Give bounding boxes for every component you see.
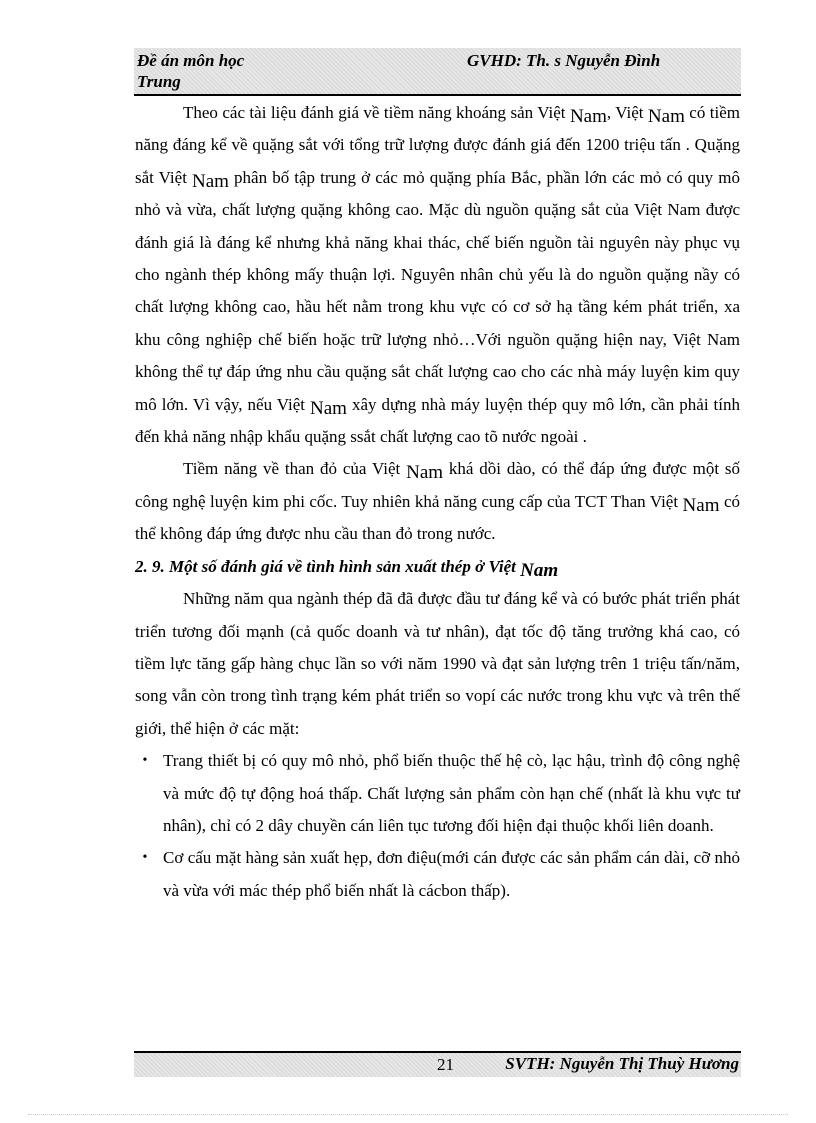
text-run: Tiềm năng về than đỏ của Việt xyxy=(183,459,407,479)
text-run-nam: Nam xyxy=(310,397,347,419)
course-title: Đề án môn học Trung xyxy=(137,51,245,91)
advisor-name: GVHD: Th. s Nguyễn Đình xyxy=(467,51,661,70)
text-run: khá dồi dào, có thể đáp ứng được một số công nghệ luyện kim phi cốc. Tuy nhiên khả năng cung cấp của TCT Than Việt xyxy=(135,459,741,511)
text-run-nam: Nam xyxy=(647,106,685,127)
student-name: SVTH: Nguyễn Thị Thuỳ Hương xyxy=(505,1054,739,1073)
page-footer xyxy=(134,1051,741,1077)
bullet-text: Cơ cấu mặt hàng sản xuất hẹp, đơn điệu(mới cán được các sản phẩm cán dài, cỡ nhỏ và vừa với mác thép phổ biến nhất là cácbon thấp). xyxy=(163,848,740,900)
paragraph-coal xyxy=(135,453,740,550)
bullet-icon: • xyxy=(142,753,148,769)
text-run-nam: Nam xyxy=(682,494,720,516)
heading-text: 2. 9. Một số đánh giá về tình hình sản xuất thép ở Việt xyxy=(135,556,521,576)
text-run: xây dựng nhà máy luyện thép quy mô lớn, cần phải tính đến khả năng nhập khẩu quặng ssắt chất lượng cao tõ nước ngoài . xyxy=(135,394,740,447)
page-header xyxy=(134,48,741,96)
text-run: có tiềm năng đáng kể về quặng sắt với tổng trữ lượng được đánh giá đến 1200 triệu tấn . Quặng sắt Việt xyxy=(135,103,740,187)
text-run: phân bố tập trung ở các mỏ quặng phía Bắc, phần lớn các mỏ có quy mô nhỏ và vừa, chất lượng quặng không cao. Mặc dù nguồn quặng sắt của Việt Nam được đánh giá là đáng kể nhưng khả năng khai thác, chế biến nguồn tài nguyên này phục vụ cho ngành thép không mấy thuận lợi. Nguyên nhân chủ yếu là do nguồn quặng nầy có chất lượng không cao, hầu hết nằm trong khu vực có cơ sở hạ tầng kém phát triển, xa khu công nghiệp chế biến hoặc trữ lượng nhỏ…Với nguồn quặng hiện nay, Việt Nam không thể tự đáp ứng nhu cầu quặng sắt chất lượng cao cho các nhà máy luyện kim quy mô lớn. Vì vậy, nếu Việt xyxy=(135,167,740,414)
heading-text-nam: Nam xyxy=(520,559,559,581)
bullet-text: Trang thiết bị có quy mô nhỏ, phổ biến thuộc thế hệ cò, lạc hậu, trình độ công nghệ và mức độ tự động hoá thấp. Chất lượng sản phẩm còn hạn chế (nhất là khu vực tư nhân), chỉ có 2 dây chuyền cán liên tục tương đối hiện đại thuộc khối liên doanh. xyxy=(163,751,740,835)
text-run-nam: Nam xyxy=(569,106,607,127)
document-body xyxy=(135,97,740,907)
section-heading xyxy=(135,551,740,583)
text-run-nam: Nam xyxy=(406,462,444,484)
bullet-icon: • xyxy=(142,850,148,866)
page-boundary-divider xyxy=(28,1114,788,1116)
bullet-item xyxy=(135,745,740,842)
page-number: 21 xyxy=(437,1055,454,1074)
text-run: có thể không đáp ứng được nhu cầu than đỏ trong nước. xyxy=(135,491,741,544)
text-run-nam: Nam xyxy=(192,170,229,192)
text-run: , Việt xyxy=(606,103,648,122)
paragraph-steel-industry: Những năm qua ngành thép đã đã được đầu tư đáng kể và có bước phát triển phát triển tương đối mạnh (cả quốc doanh và tư nhân), đạt tốc độ tăng trưởng khá cao, có tiềm lực tăng gấp hàng chục lần so với năm 1990 và đạt sản lượng trên 1 triệu tấn/năm, song vẫn còn trong tình trạng kém phát triển so vopí các nước trong khu vực và trên thế giới, thể hiện ở các mặt: xyxy=(135,589,740,738)
text-run: Theo các tài liệu đánh giá về tiềm năng khoáng sản Việt xyxy=(183,103,570,122)
bullet-item xyxy=(135,842,740,907)
paragraph-iron-ore xyxy=(135,97,740,453)
